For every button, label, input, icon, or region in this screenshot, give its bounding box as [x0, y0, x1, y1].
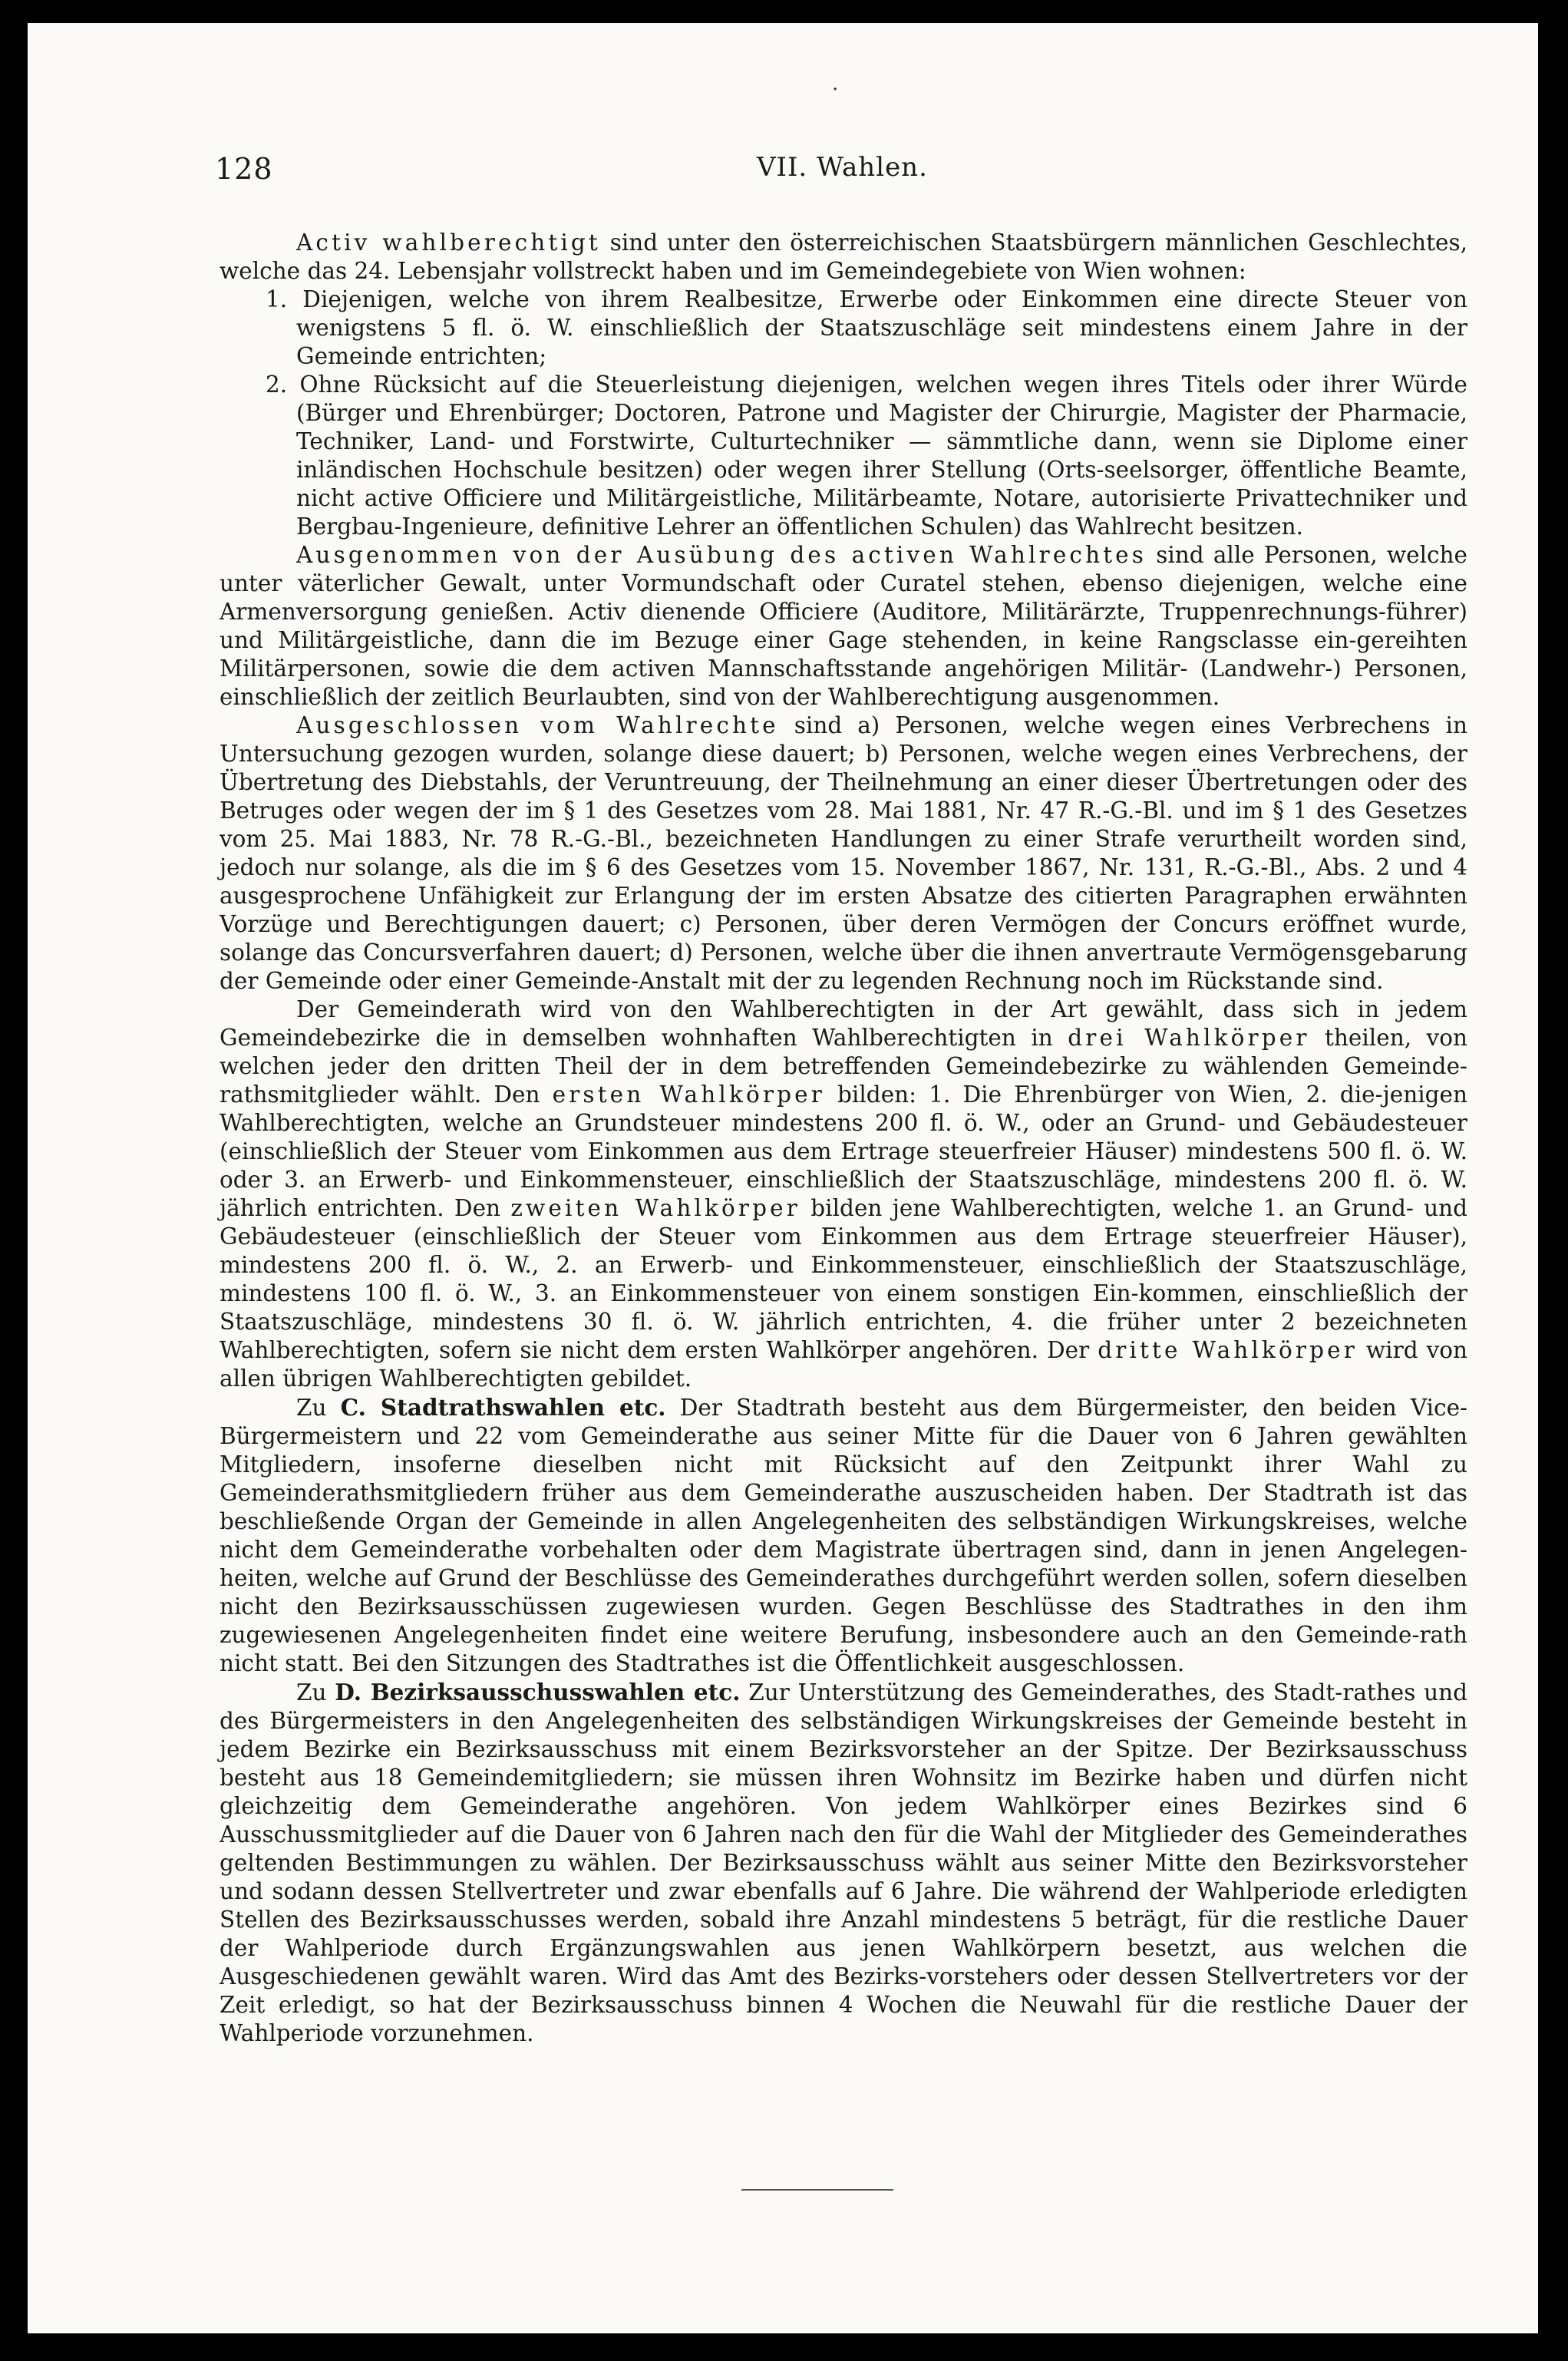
paragraph-wahlkoerper — [220, 996, 1467, 1393]
spaced-term: zweiten Wahlkörper — [510, 1195, 801, 1221]
paragraph-text: Der Gemeinderath wird von den Wahlberechtigten in der Art gewählt, dass sich in jedem Gemeindebezirke die in demselben wohnhaften Wahlberechtigten in — [220, 996, 1467, 1051]
paragraph-bezirksausschuss — [220, 1678, 1467, 2048]
spaced-lead: Ausgenommen von der Ausübung des activen Wahlrechtes — [296, 542, 1147, 568]
closing-rule — [741, 2189, 893, 2191]
list-item — [220, 371, 1467, 541]
paragraph-text: wird von allen übrigen Wahlberechtigten gebildet. — [220, 1337, 1468, 1392]
book-page — [28, 23, 1538, 2333]
paragraph-text: Zur Unterstützung des Gemeinderathes, des Stadt-rathes und des Bürgermeisters in den Angelegenheiten des selbständigen Wirkungskreises der Gemeinde besteht in jedem Bezirke ein Bezirksausschuss mit einem Bezirksvorsteher an der Spitze. Der Bezirksausschuss besteht aus 18 Gemeindemitgliedern; sie müssen ihren Wohnsitz im Bezirke haben und dürfen nicht gleichzeitig dem Gemeinderathe angehören. Von jedem Wahlkörper eines Bezirkes sind 6 Ausschussmitglieder auf die Dauer von 6 Jahren nach den für die Wahl der Mitglieder des Gemeinderathes geltenden Bestimmungen zu wählen. Der Bezirksausschuss wählt aus seiner Mitte den Bezirksvorsteher und sodann dessen Stellvertreter und zwar ebenfalls auf 6 Jahre. Die während der Wahlperiode erledigten Stellen des Bezirksausschusses werden, sobald ihre Anzahl mindestens 5 beträgt, für die restliche Dauer der Wahlperiode durch Ergänzungswahlen aus jenen Wahlkörpern besetzt, aus welchen die Ausgeschiedenen gewählt waren. Wird das Amt des Bezirks-vorstehers oder dessen Stellvertreters vor der Zeit erledigt, so hat der Bezirksausschuss binnen 4 Wochen die Neuwahl für die restliche Dauer der Wahlperiode vorzunehmen. — [220, 1679, 1467, 2046]
section-prefix: Zu — [296, 1395, 341, 1421]
top-mark: . — [832, 72, 839, 95]
paragraph-text: theilen, von welchen jeder den dritten Theil der in dem betreffenden Gemeindebezirke zu wählenden Gemeinde-rathsmitglieder wählt. Den — [220, 1025, 1467, 1108]
item-number: 2. — [266, 371, 288, 398]
item-number: 1. — [266, 286, 288, 312]
paragraph-ausgeschlossen — [220, 712, 1467, 996]
section-heading: C. Stadtrathswahlen etc. — [340, 1394, 666, 1421]
paragraph-text: sind a) Personen, welche wegen eines Verbrechens in Untersuchung gezogen wurden, solange diese dauert; b) Personen, welche wegen eines Verbrechens, der Übertretung des Diebstahls, der Veruntreuung, der Theilnehmung an einer dieser Übertretungen oder des Betruges oder wegen der im § 1 des Gesetzes vom 28. Mai 1881, Nr. 47 R.-G.-Bl. und im § 1 des Gesetzes vom 25. Mai 1883, Nr. 78 R.-G.-Bl., bezeichneten Handlungen zu einer Strafe verurtheilt worden sind, jedoch nur solange, als die im § 6 des Gesetzes vom 15. November 1867, Nr. 131, R.-G.-Bl., Abs. 2 und 4 ausgesprochene Unfähigkeit zur Erlangung der im ersten Absatze des citierten Paragraphen erwähnten Vorzüge und Berechtigungen dauert; c) Personen, über deren Vermögen der Concurs eröffnet wurde, solange das Concursverfahren dauert; d) Personen, welche über die ihnen anvertraute Vermögensgebarung der Gemeinde oder einer Gemeinde-Anstalt mit der zu legenden Rechnung noch im Rückstande sind. — [220, 712, 1467, 994]
paragraph-text: bilden jene Wahlberechtigten, welche 1. an Grund- und Gebäudesteuer (einschließlich der Steuer vom Einkommen aus dem Ertrage steuerfreier Häuser), mindestens 200 fl. ö. W., 2. an Erwerb- und Einkommensteuer, einschließlich der Staatszuschläge, mindestens 100 fl. ö. W., 3. an Einkommensteuer von einem sonstigen Ein-kommen, einschließlich der Staatszuschläge, mindestens 30 fl. ö. W. jährlich entrichten, 4. die früher unter 2 bezeichneten Wahlberechtigten, sofern sie nicht dem ersten Wahlkörper angehören. Der — [220, 1195, 1467, 1363]
spaced-term: dritte Wahlkörper — [1098, 1337, 1358, 1363]
paragraph-text: sind alle Personen, welche unter väterlicher Gewalt, unter Vormundschaft oder Curatel stehen, ebenso diejenigen, welche eine Armenversorgung genießen. Activ dienende Officiere (Auditore, Militärärzte, Truppenrechnungs-führer) und Militärgeistliche, dann die im Bezuge einer Gage stehenden, in keine Rangsclasse ein-gereihten Militärpersonen, sowie die dem activen Mannschaftsstande angehörigen Militär- (Landwehr-) Personen, einschließlich der zeitlich Beurlaubten, sind von der Wahlberechtigung ausgenommen. — [220, 542, 1467, 710]
paragraph-text: bilden: 1. Die Ehrenbürger von Wien, 2. die-jenigen Wahlberechtigten, welche an Grundsteuer mindestens 200 fl. ö. W., oder an Grund- und Gebäudesteuer (einschließlich der Steuer vom Einkommen aus dem Ertrage steuerfreier Häuser) mindestens 500 fl. ö. W. oder 3. an Erwerb- und Einkommensteuer, einschließlich der Staatszuschläge, mindestens 200 fl. ö. W. jährlich entrichten. Den — [220, 1081, 1467, 1221]
paragraph-text: sind unter den österreichischen Staatsbürgern männlichen Geschlechtes, welche das 24. Lebensjahr vollstreckt haben und im Gemeindegebiete von Wien wohnen: — [220, 229, 1468, 284]
criteria-list — [220, 286, 1467, 541]
paragraph-ausgenommen — [220, 541, 1467, 712]
paragraph-activ-wahlberechtigt — [220, 229, 1467, 286]
section-heading: D. Bezirksausschusswahlen etc. — [335, 1679, 741, 1706]
paragraph-text: Der Stadtrath besteht aus dem Bürgermeister, den beiden Vice-Bürgermeistern und 22 vom Gemeinderathe aus seiner Mitte für die Dauer von 6 Jahren gewählten Mitgliedern, insoferne dieselben nicht mit Rücksicht auf den Zeitpunkt ihrer Wahl zu Gemeinderathsmitgliedern früher aus dem Gemeinderathe auszuscheiden haben. Der Stadtrath ist das beschließende Organ der Gemeinde in allen Angelegenheiten des selbständigen Wirkungskreises, welche nicht dem Gemeinderathe vorbehalten oder dem Magistrate übertragen sind, dann in jenen Angelegen-heiten, welche auf Grund der Beschlüsse des Gemeinderathes durchgeführt werden sollen, sofern dieselben nicht den Bezirksausschüssen zugewiesen wurden. Gegen Beschlüsse des Stadtrathes in den ihm zugewiesenen Angelegenheiten findet eine weitere Berufung, insbesondere auch an den Gemeinde-rath nicht statt. Bei den Sitzungen des Stadtrathes ist die Öffentlichkeit ausgeschlossen. — [220, 1395, 1468, 1676]
paragraph-stadtrath — [220, 1393, 1467, 1678]
page-number: 128 — [215, 152, 273, 186]
spaced-term: ersten Wahlkörper — [552, 1081, 825, 1108]
section-prefix: Zu — [296, 1679, 335, 1706]
page-body — [220, 229, 1467, 2048]
running-head: VII. Wahlen. — [757, 152, 928, 183]
item-text: Ohne Rücksicht auf die Steuerleistung diejenigen, welchen wegen ihres Titels oder ihrer Würde (Bürger und Ehrenbürger; Doctoren, Patrone und Magister der Chirurgie, Magister der Pharmacie, Techniker, Land- und Forstwirte, Culturtechniker — sämmtliche dann, wenn sie Diplome einer inländischen Hochschule besitzen) oder wegen ihrer Stellung (Orts-seelsorger, öffentliche Beamte, nicht active Officiere und Militärgeistliche, Militärbeamte, Notare, autorisierte Privattechniker und Bergbau-Ingenieure, definitive Lehrer an öffentlichen Schulen) das Wahlrecht besitzen. — [296, 371, 1467, 540]
spaced-lead: Ausgeschlossen vom Wahlrechte — [296, 712, 779, 738]
spaced-lead: Activ wahlberechtigt — [296, 229, 601, 256]
spaced-term: drei Wahlkörper — [1068, 1025, 1310, 1051]
item-text: Diejenigen, welche von ihrem Realbesitze, Erwerbe oder Einkommen eine directe Steuer von wenigstens 5 fl. ö. W. einschließlich der Staatszuschläge seit mindestens einem Jahre in der Gemeinde entrichten; — [296, 286, 1467, 369]
list-item — [220, 286, 1467, 371]
